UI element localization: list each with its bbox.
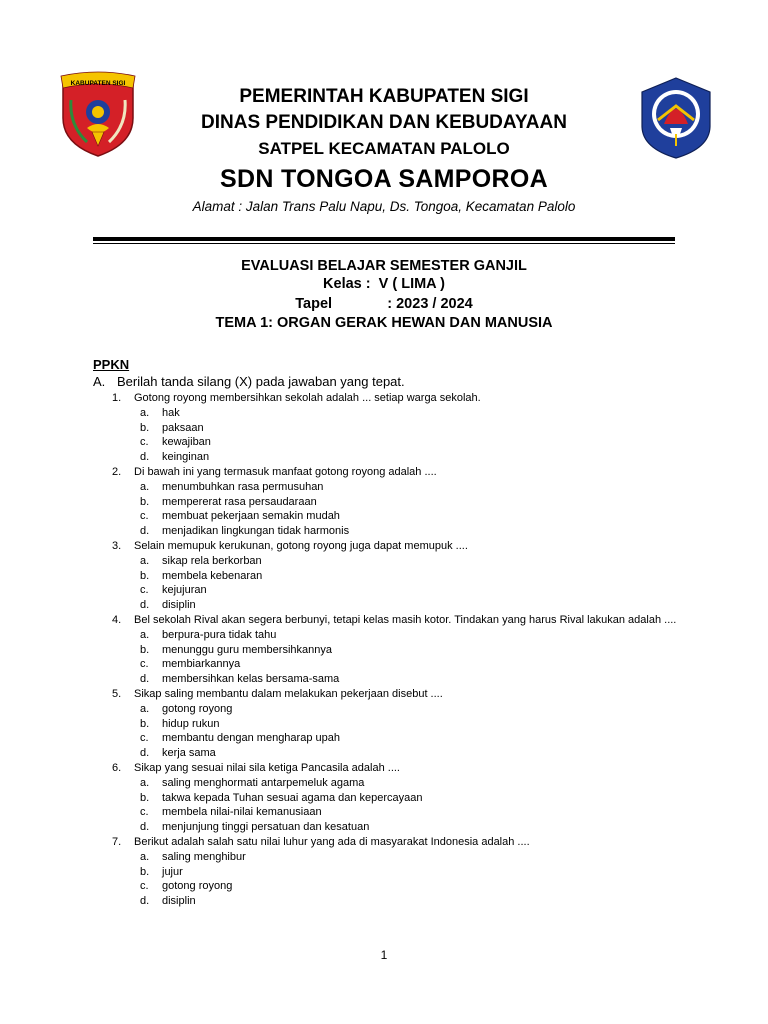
option-text: paksaan <box>162 421 204 434</box>
answer-option <box>93 791 683 806</box>
header-government: PEMERINTAH KABUPATEN SIGI <box>239 86 529 107</box>
class-label: Kelas : <box>323 276 371 292</box>
question-text: Di bawah ini yang termasuk manfaat gotong royong adalah .... <box>134 465 437 478</box>
option-letter: d. <box>140 895 150 908</box>
answer-option <box>93 820 683 835</box>
answer-option <box>93 524 683 539</box>
question-number: 3. <box>112 539 122 552</box>
answer-option <box>93 850 683 865</box>
exam-theme: TEMA 1: ORGAN GERAK HEWAN DAN MANUSIA <box>215 315 553 331</box>
answer-option <box>93 702 683 717</box>
question-number: 1. <box>112 392 122 404</box>
subject-title: PPKN <box>93 357 130 372</box>
page-number: 1 <box>380 948 388 962</box>
option-letter: a. <box>140 480 150 493</box>
svg-text:KABUPATEN SIGI: KABUPATEN SIGI <box>70 80 126 87</box>
option-text: membela nilai-nilai kemanusiaan <box>162 806 322 819</box>
option-letter: b. <box>140 643 150 656</box>
question-item <box>93 687 683 702</box>
option-text: membela kebenaran <box>162 569 263 582</box>
option-letter: d. <box>140 747 150 760</box>
question-number: 4. <box>112 613 122 626</box>
exam-year <box>0 296 768 312</box>
option-text: hak <box>162 406 180 419</box>
option-text: membuat pekerjaan semakin mudah <box>162 510 340 523</box>
option-text: kewajiban <box>162 436 211 449</box>
option-letter: c. <box>140 732 149 745</box>
option-letter: b. <box>140 865 150 878</box>
header-department: DINAS PENDIDIKAN DAN KEBUDAYAAN <box>201 112 567 133</box>
section-instruction <box>93 373 683 391</box>
option-text: menunggu guru membersihkannya <box>162 643 332 656</box>
exam-title: EVALUASI BELAJAR SEMESTER GANJIL <box>241 258 527 274</box>
option-text: takwa kepada Tuhan sesuai agama dan kepercayaan <box>162 791 423 804</box>
answer-option <box>93 435 683 450</box>
question-section <box>93 357 683 909</box>
question-item <box>93 465 683 480</box>
option-letter: d. <box>140 821 150 834</box>
option-letter: b. <box>140 717 150 730</box>
option-letter: a. <box>140 850 150 863</box>
option-letter: d. <box>140 673 150 686</box>
question-list <box>93 391 683 909</box>
option-letter: d. <box>140 599 150 612</box>
option-letter: d. <box>140 451 150 464</box>
answer-option <box>93 894 683 909</box>
section-letter: A. <box>93 374 106 389</box>
question-number: 5. <box>112 687 122 700</box>
year-label: Tapel <box>295 296 333 312</box>
option-text: mempererat rasa persaudaraan <box>162 495 317 508</box>
option-text: membersihkan kelas bersama-sama <box>162 673 340 686</box>
question-text: Selain memupuk kerukunan, gotong royong juga dapat memupuk .... <box>134 539 468 552</box>
option-text: disiplin <box>162 895 196 908</box>
option-text: berpura-pura tidak tahu <box>162 628 277 641</box>
answer-option <box>93 776 683 791</box>
option-letter: c. <box>140 436 149 449</box>
answer-option <box>93 746 683 761</box>
exam-class <box>0 276 768 292</box>
option-text: kerja sama <box>162 747 216 760</box>
header-divider-thick <box>93 237 675 241</box>
school-name: SDN TONGOA SAMPOROA <box>220 165 548 193</box>
answer-option <box>93 865 683 880</box>
option-text: menumbuhkan rasa permusuhan <box>162 480 324 493</box>
header-unit: SATPEL KECAMATAN PALOLO <box>258 139 510 158</box>
answer-option <box>93 569 683 584</box>
option-text: menjadikan lingkungan tidak harmonis <box>162 525 350 538</box>
option-text: membantu dengan mengharap upah <box>162 732 340 745</box>
option-letter: c. <box>140 806 149 819</box>
question-item <box>93 761 683 776</box>
option-text: membiarkannya <box>162 658 241 671</box>
option-text: jujur <box>162 865 183 878</box>
option-text: gotong royong <box>162 880 233 893</box>
option-text: saling menghormati antarpemeluk agama <box>162 776 365 789</box>
question-number: 7. <box>112 835 122 848</box>
question-number: 2. <box>112 465 122 478</box>
year-value: : 2023 / 2024 <box>387 296 473 312</box>
answer-option <box>93 731 683 746</box>
option-letter: a. <box>140 702 150 715</box>
answer-option <box>93 406 683 421</box>
answer-option <box>93 672 683 687</box>
answer-option <box>93 805 683 820</box>
option-text: saling menghibur <box>162 850 246 863</box>
answer-option <box>93 421 683 436</box>
answer-option <box>93 450 683 465</box>
answer-option <box>93 879 683 894</box>
option-letter: c. <box>140 880 149 893</box>
option-letter: c. <box>140 658 149 671</box>
option-text: kejujuran <box>162 584 207 597</box>
option-letter: b. <box>140 791 150 804</box>
answer-option <box>93 509 683 524</box>
answer-option <box>93 554 683 569</box>
instruction-text: Berilah tanda silang (X) pada jawaban yang tepat. <box>117 374 405 389</box>
answer-option <box>93 598 683 613</box>
answer-option <box>93 628 683 643</box>
option-text: gotong royong <box>162 702 233 715</box>
question-text: Bel sekolah Rival akan segera berbunyi, tetapi kelas masih kotor. Tindakan yang harus Rival lakukan adalah .... <box>134 613 677 626</box>
answer-option <box>93 717 683 732</box>
question-text: Gotong royong membersihkan sekolah adalah ... setiap warga sekolah. <box>134 392 481 404</box>
option-letter: b. <box>140 495 150 508</box>
option-letter: a. <box>140 776 150 789</box>
option-text: keinginan <box>162 451 210 464</box>
question-item <box>93 835 683 850</box>
header-divider-thin <box>93 243 675 244</box>
answer-option <box>93 480 683 495</box>
answer-option <box>93 583 683 598</box>
option-letter: c. <box>140 510 149 523</box>
option-letter: b. <box>140 569 150 582</box>
answer-option <box>93 495 683 510</box>
option-text: hidup rukun <box>162 717 220 730</box>
question-text: Berikut adalah salah satu nilai luhur yang ada di masyarakat Indonesia adalah .... <box>134 835 530 848</box>
answer-option <box>93 643 683 658</box>
answer-option <box>93 657 683 672</box>
question-item <box>93 391 683 406</box>
option-letter: a. <box>140 628 150 641</box>
class-value: V ( LIMA ) <box>378 276 445 292</box>
question-text: Sikap yang sesuai nilai sila ketiga Pancasila adalah .... <box>134 761 400 774</box>
question-item <box>93 613 683 628</box>
question-item <box>93 539 683 554</box>
question-text: Sikap saling membantu dalam melakukan pekerjaan disebut .... <box>134 687 443 700</box>
question-number: 6. <box>112 761 122 774</box>
option-letter: c. <box>140 584 149 597</box>
option-letter: a. <box>140 406 150 419</box>
option-text: menjunjung tinggi persatuan dan kesatuan <box>162 821 370 834</box>
option-letter: b. <box>140 421 150 434</box>
option-text: disiplin <box>162 599 196 612</box>
school-address: Alamat : Jalan Trans Palu Napu, Ds. Tongoa, Kecamatan Palolo <box>192 199 576 214</box>
option-letter: a. <box>140 554 150 567</box>
option-text: sikap rela berkorban <box>162 554 262 567</box>
option-letter: d. <box>140 525 150 538</box>
